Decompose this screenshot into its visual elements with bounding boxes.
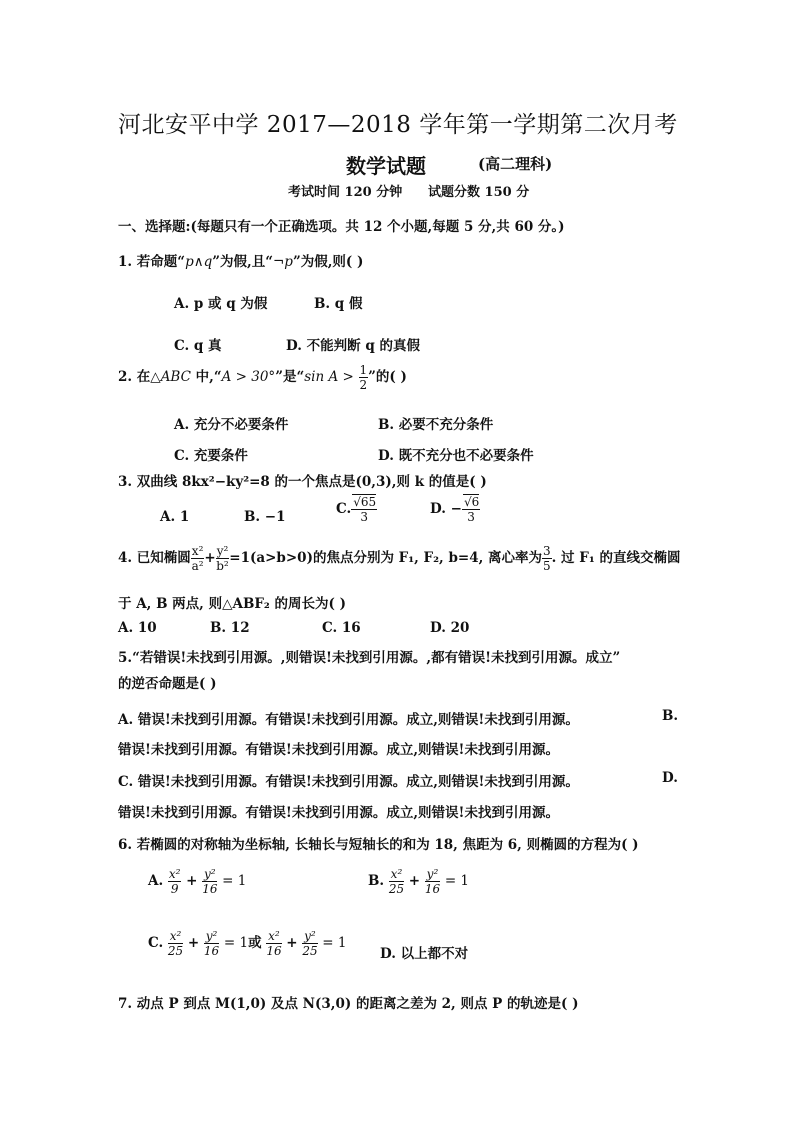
question-3-option-b: B. −1 bbox=[244, 509, 286, 525]
grade-label: (高二理科) bbox=[478, 155, 553, 173]
question-1-option-d: D. 不能判断 q 的真假 bbox=[286, 338, 420, 354]
exam-title: 河北安平中学 2017—2018 学年第一学期第二次月考 bbox=[118, 112, 678, 138]
question-4-stem-line2: 于 A, B 两点, 则△ABF₂ 的周长为( ) bbox=[118, 596, 347, 612]
question-2-option-d: D. 既不充分也不必要条件 bbox=[378, 448, 534, 464]
question-3-option-c: C. $\frac{√65}{3}$ bbox=[336, 495, 377, 524]
question-6-option-b: B. $\frac{\text{x²}}{25}$ + $\frac{\text{y²}}{16}$ = 1 bbox=[368, 867, 470, 896]
half-fraction: $\frac{1}{2}$ bbox=[359, 363, 368, 392]
question-1-stem: 1. 若命题“p∧q”为假,且“¬p”为假,则( ) bbox=[118, 254, 364, 270]
question-5-option-a: A. 错误!未找到引用源。有错误!未找到引用源。成立,则错误!未找到引用源。 bbox=[118, 712, 579, 728]
question-2-option-c: C. 充要条件 bbox=[174, 448, 248, 464]
time-info: 考试时间 120 分钟 bbox=[288, 185, 403, 200]
question-6-option-d: D. 以上都不对 bbox=[380, 946, 469, 962]
question-1-option-a: A. p 或 q 为假 bbox=[174, 296, 268, 312]
question-3-stem: 3. 双曲线 8kx²−ky²=8 的一个焦点是(0,3),则 k 的值是( ) bbox=[118, 474, 487, 490]
question-3-option-d: D. − $\frac{√6}{3}$ bbox=[430, 495, 480, 524]
question-4-option-c: C. 16 bbox=[322, 620, 361, 636]
question-2-option-a: A. 充分不必要条件 bbox=[174, 417, 289, 433]
subject-title: 数学试题 bbox=[346, 154, 426, 178]
question-5-stem: 5.“若错误!未找到引用源。,则错误!未找到引用源。,都有错误!未找到引用源。成立” bbox=[118, 650, 621, 666]
section-heading: 一、选择题:(每题只有一个正确选项。共 12 个小题,每题 5 分,共 60 分。) bbox=[118, 219, 565, 235]
question-3-option-a: A. 1 bbox=[160, 509, 190, 525]
question-4-option-d: D. 20 bbox=[430, 620, 470, 636]
question-5-option-d-label: D. bbox=[662, 770, 678, 786]
question-6-option-c: C. $\frac{\text{x²}}{25}$ + $\frac{\text{y²}}{16}$ = 1或 $\frac{\text{x²}}{16}$ + $\frac{\text{y²}}{25}$ = 1 bbox=[148, 929, 347, 958]
question-5-option-d: 错误!未找到引用源。有错误!未找到引用源。成立,则错误!未找到引用源。 bbox=[118, 805, 559, 821]
question-5-option-b-label: B. bbox=[662, 708, 679, 724]
question-2-stem: 2. 在△ABC 中,“A > 30°”是“sin A > $\frac{1}{2}$ ”的( ) bbox=[118, 363, 407, 392]
question-7-stem: 7. 动点 P 到点 M(1,0) 及点 N(3,0) 的距离之差为 2, 则点 P 的轨迹是( ) bbox=[118, 996, 579, 1012]
question-4-option-b: B. 12 bbox=[210, 620, 250, 636]
question-2-option-b: B. 必要不充分条件 bbox=[378, 417, 494, 433]
question-5-option-c: C. 错误!未找到引用源。有错误!未找到引用源。成立,则错误!未找到引用源。 bbox=[118, 774, 579, 790]
question-6-stem: 6. 若椭圆的对称轴为坐标轴, 长轴长与短轴长的和为 18, 焦距为 6, 则椭圆的方程为( ) bbox=[118, 837, 639, 853]
question-5-option-b: 错误!未找到引用源。有错误!未找到引用源。成立,则错误!未找到引用源。 bbox=[118, 742, 559, 758]
question-4-option-a: A. 10 bbox=[118, 620, 157, 636]
question-5-stem-line2: 的逆否命题是( ) bbox=[118, 676, 217, 692]
question-1-option-c: C. q 真 bbox=[174, 338, 222, 354]
question-1-option-b: B. q 假 bbox=[314, 296, 363, 312]
question-6-option-a: A. $\frac{\text{x²}}{9}$ + $\frac{\text{y²}}{16}$ = 1 bbox=[148, 867, 247, 896]
question-4-stem: 4. 已知椭圆 $\frac{\text{x²}}{\text{a²}}$ + $\frac{\text{y²}}{\text{b²}}$ =1(a>b>0)的焦点分别为 F₁, F₂, b=4, 离心率为 $\frac{3}{5}$ . 过 F₁ 的直线交椭圆 bbox=[118, 544, 681, 573]
score-info: 试题分数 150 分 bbox=[428, 185, 530, 200]
